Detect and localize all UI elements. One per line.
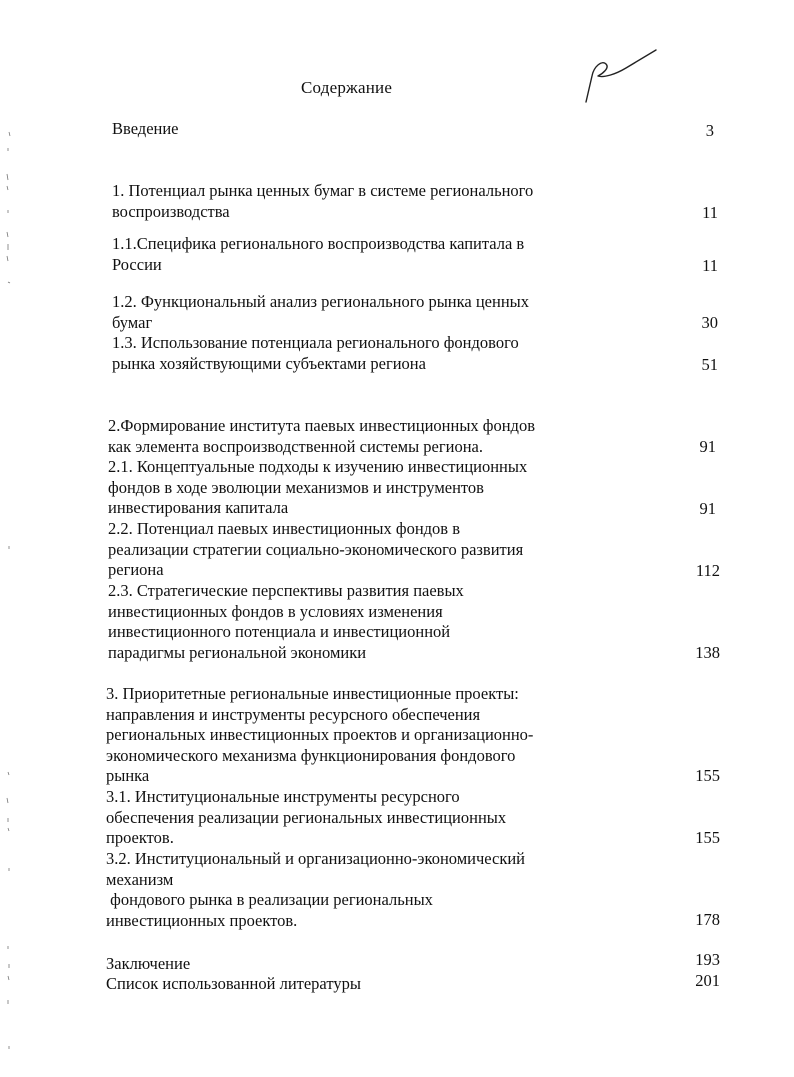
toc-entry-text: реализации стратегии социально-экономического развития bbox=[108, 539, 524, 559]
toc-entry-text: России bbox=[112, 254, 162, 274]
toc-entry-section-3-1 bbox=[106, 787, 506, 849]
toc-entry-text: бумаг bbox=[112, 312, 153, 332]
toc-entry-section-2-3 bbox=[108, 581, 464, 663]
toc-entry-text: парадигмы региональной экономики bbox=[108, 642, 367, 662]
toc-entry-section-2-2 bbox=[108, 519, 523, 581]
toc-entry-text: обеспечения реализации региональных инвестиционных bbox=[106, 807, 507, 827]
toc-entry-text: инвестирования капитала bbox=[108, 498, 289, 518]
toc-page-number: 51 bbox=[701, 355, 718, 374]
toc-page-number: 11 bbox=[702, 203, 718, 222]
toc-entry-text: Список использованной литературы bbox=[106, 974, 361, 993]
toc-entry-text: 2.2. Потенциал паевых инвестиционных фондов в bbox=[108, 519, 461, 538]
toc-entry-chapter-2 bbox=[108, 416, 535, 457]
toc-entry-text: фондового рынка в реализации региональных bbox=[106, 890, 433, 910]
toc-page-number: 193 bbox=[695, 950, 720, 969]
toc-entry-text: Введение bbox=[112, 119, 179, 138]
toc-entry-text: Заключение bbox=[106, 954, 191, 973]
toc-page-number: 178 bbox=[695, 910, 720, 929]
toc-page-number: 11 bbox=[702, 256, 718, 275]
toc-entry-text: инвестиционных фондов в условиях изменения bbox=[108, 601, 443, 621]
toc-entry-text: 1. Потенциал рынка ценных бумаг в системе регионального bbox=[112, 181, 534, 200]
toc-entry-text: 1.3. Использование потенциала регионального фондового bbox=[112, 333, 519, 352]
toc-page-number: 112 bbox=[695, 561, 720, 580]
toc-page-number: 155 bbox=[695, 828, 720, 847]
toc-entry-section-1-1 bbox=[112, 234, 524, 275]
toc-page-number: 30 bbox=[701, 313, 718, 332]
toc-entry-text: экономического механизма функционирования фондового bbox=[106, 745, 516, 765]
toc-page-number: 138 bbox=[695, 643, 720, 662]
toc-entry-text: рынка хозяйствующими субъектами региона bbox=[112, 353, 426, 373]
page-title: Содержание bbox=[301, 78, 393, 97]
toc-entry-text: региональных инвестиционных проектов и организационно- bbox=[106, 725, 534, 745]
scan-margin-marks bbox=[0, 0, 20, 1077]
toc-page-number: 91 bbox=[699, 437, 716, 456]
toc-entry-text: 2.3. Стратегические перспективы развития паевых bbox=[108, 581, 464, 600]
toc-entry-text: региона bbox=[108, 560, 164, 580]
toc-entry-text: 3.2. Институциональный и организационно-экономический bbox=[106, 849, 526, 868]
toc-entry-section-1-2 bbox=[112, 292, 529, 333]
toc-entry-text: направления и инструменты ресурсного обеспечения bbox=[106, 704, 481, 724]
handwritten-signature bbox=[580, 46, 660, 106]
toc-entry-section-3-2 bbox=[106, 849, 525, 931]
toc-page-number: 201 bbox=[695, 971, 720, 990]
toc-entry-text: как элемента воспроизводственной системы региона. bbox=[108, 436, 483, 456]
toc-entry-text: 1.2. Функциональный анализ регионального рынка ценных bbox=[112, 292, 529, 311]
toc-entry-text: 3. Приоритетные региональные инвестиционные проекты: bbox=[106, 684, 519, 703]
toc-entry-chapter-1 bbox=[112, 181, 533, 222]
toc-entry-text: механизм bbox=[106, 869, 174, 889]
toc-entry-text: инвестиционного потенциала и инвестиционной bbox=[108, 622, 451, 642]
toc-entry-text: 2.Формирование института паевых инвестиционных фондов bbox=[108, 416, 535, 435]
toc-entry-text: фондов в ходе эволюции механизмов и инструментов bbox=[108, 477, 484, 497]
toc-entry-text: воспроизводства bbox=[112, 201, 230, 221]
toc-entry-text: рынка bbox=[106, 766, 150, 786]
toc-entry-conclusion bbox=[106, 954, 190, 975]
toc-entry-section-2-1 bbox=[108, 457, 527, 519]
toc-entry-text: 2.1. Концептуальные подходы к изучению инвестиционных bbox=[108, 457, 528, 476]
toc-page-number: 155 bbox=[695, 766, 720, 785]
toc-entry-text: проектов. bbox=[106, 828, 174, 848]
toc-entry-text: инвестиционных проектов. bbox=[106, 910, 298, 930]
toc-page-number: 91 bbox=[699, 499, 716, 518]
toc-entry-chapter-3 bbox=[106, 684, 533, 787]
toc-page-number: 3 bbox=[705, 121, 714, 140]
toc-entry-introduction bbox=[112, 119, 179, 140]
toc-entry-section-1-3 bbox=[112, 333, 519, 374]
toc-entry-bibliography bbox=[106, 974, 361, 995]
toc-entry-text: 3.1. Институциональные инструменты ресурсного bbox=[106, 787, 460, 806]
toc-entry-text: 1.1.Специфика регионального воспроизводства капитала в bbox=[112, 234, 525, 253]
